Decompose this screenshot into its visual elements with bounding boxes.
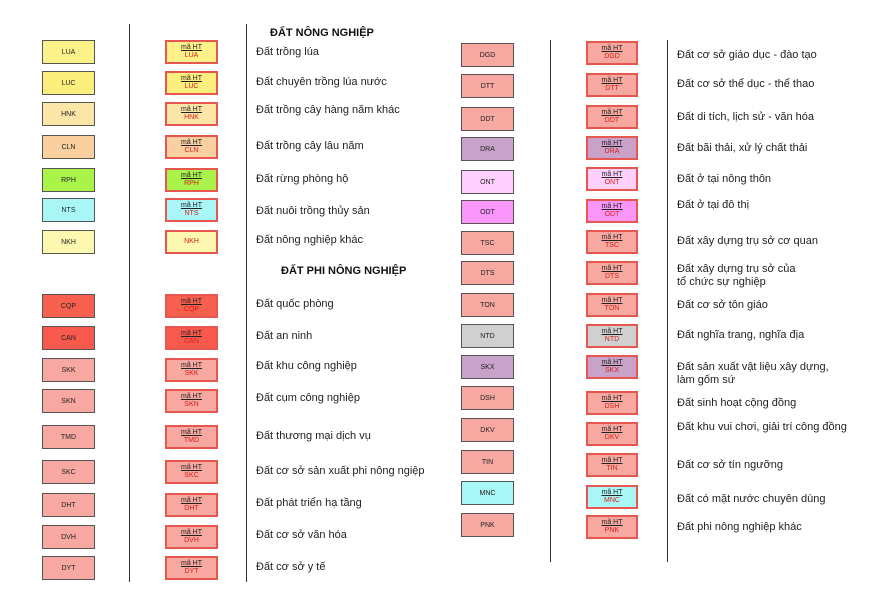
ht-code-swatch <box>586 355 638 379</box>
ht-code: LUC <box>184 83 199 90</box>
ht-code: DTT <box>605 85 619 92</box>
ht-code-swatch <box>165 493 218 517</box>
ht-code: CQP <box>183 306 200 313</box>
land-use-label: Đất ở tại nông thôn <box>677 173 772 185</box>
ht-code-swatch <box>586 422 638 446</box>
ht-code-swatch <box>586 230 638 254</box>
land-use-label: Đất khu công nghiệp <box>256 360 357 372</box>
ht-code: TIN <box>606 465 618 472</box>
ht-code-swatch <box>165 389 218 413</box>
ht-code-swatch <box>165 40 218 64</box>
land-use-label: Đất rừng phòng hộ <box>256 173 349 185</box>
ht-code: CLN <box>184 147 199 154</box>
ht-code: SKK <box>184 370 199 377</box>
land-use-label: Đất nghĩa trang, nghĩa địa <box>677 329 805 341</box>
ht-code: DGD <box>604 53 620 60</box>
land-code-swatch: PNK <box>461 513 514 537</box>
ht-code-swatch <box>165 71 218 95</box>
land-use-label-line2: tổ chức sự nghiệp <box>677 276 766 288</box>
land-code-swatch: CLN <box>42 135 95 159</box>
land-code-swatch: DTS <box>461 261 514 285</box>
ht-code-swatch <box>165 425 218 449</box>
land-code-swatch: DSH <box>461 386 514 410</box>
land-code-swatch: DRA <box>461 137 514 161</box>
ht-code: NKH <box>184 238 199 245</box>
ht-code: SKX <box>604 367 619 374</box>
divider-line <box>550 40 551 562</box>
ht-prefix: mã HT <box>181 429 202 436</box>
ht-code-swatch <box>165 135 218 159</box>
land-use-label: Đất chuyên trồng lúa nước <box>256 76 387 88</box>
land-code-swatch: NKH <box>42 230 95 254</box>
ht-prefix: mã HT <box>601 203 623 210</box>
ht-code: DRA <box>604 148 620 155</box>
ht-prefix: mã HT <box>601 45 623 52</box>
ht-code-swatch <box>165 525 218 549</box>
ht-code: NTS <box>184 210 199 217</box>
land-code-swatch: DYT <box>42 556 95 580</box>
ht-code-swatch <box>165 556 218 580</box>
ht-code-swatch <box>586 261 638 285</box>
ht-code-swatch <box>165 326 218 350</box>
land-use-label: Đất có mặt nước chuyên dùng <box>677 493 826 505</box>
ht-prefix: mã HT <box>601 489 623 496</box>
land-code-swatch: CAN <box>42 326 95 350</box>
land-use-label: Đất trồng cây lâu năm <box>256 140 364 152</box>
land-use-label: Đất nông nghiệp khác <box>256 234 364 246</box>
ht-prefix: mã HT <box>181 298 202 305</box>
land-use-label: Đất xây dựng trụ sở của <box>677 263 796 275</box>
ht-code: CAN <box>184 338 199 345</box>
land-use-label: Đất sản xuất vật liệu xây dựng, <box>677 361 829 373</box>
ht-code: LUA <box>184 52 199 59</box>
land-code-swatch: TSC <box>461 231 514 255</box>
ht-code: DKV <box>604 434 620 441</box>
land-use-label: Đất phi nông nghiệp khác <box>677 521 802 533</box>
ht-code: MNC <box>604 497 620 504</box>
land-use-label: Đất thương mại dịch vụ <box>256 430 371 442</box>
land-use-label: Đất cơ sở tôn giáo <box>677 299 768 311</box>
ht-prefix: mã HT <box>601 77 623 84</box>
ht-prefix: mã HT <box>601 234 623 241</box>
ht-code: SKN <box>184 401 199 408</box>
ht-code-swatch <box>586 293 638 317</box>
land-code-swatch: ODT <box>461 200 514 224</box>
land-code-swatch: SKC <box>42 460 95 484</box>
ht-code: NTD <box>604 336 620 343</box>
land-code-swatch: NTD <box>461 324 514 348</box>
ht-code: DDT <box>604 117 620 124</box>
land-code-swatch: CQP <box>42 294 95 318</box>
ht-prefix: mã HT <box>181 393 202 400</box>
ht-prefix: mã HT <box>601 328 623 335</box>
ht-code-swatch <box>586 136 638 160</box>
ht-prefix: mã HT <box>181 330 202 337</box>
land-use-label: Đất ở tại đô thị <box>677 199 750 211</box>
ht-code-swatch <box>586 391 638 415</box>
land-code-swatch: DTT <box>461 74 514 98</box>
land-use-label: Đất bãi thải, xử lý chất thải <box>677 142 808 154</box>
ht-code-swatch <box>165 230 218 254</box>
ht-code-swatch <box>586 453 638 477</box>
ht-prefix: mã HT <box>181 172 202 179</box>
ht-code-swatch <box>586 73 638 97</box>
ht-prefix: mã HT <box>601 395 623 402</box>
land-use-label: Đất cơ sở tín ngưỡng <box>677 459 784 471</box>
ht-code-swatch <box>165 168 218 192</box>
land-use-label: Đất trồng cây hàng năm khác <box>256 104 400 116</box>
land-use-label: Đất trồng lúa <box>256 46 319 58</box>
ht-code: HNK <box>184 114 199 121</box>
land-code-swatch: MNC <box>461 481 514 505</box>
land-use-label: Đất cơ sở thể dục - thể thao <box>677 78 815 90</box>
ht-prefix: mã HT <box>181 560 202 567</box>
land-use-label: Đất di tích, lịch sử - văn hóa <box>677 111 814 123</box>
land-code-swatch: SKK <box>42 358 95 382</box>
land-use-label: Đất phát triển hạ tầng <box>256 497 362 509</box>
ht-code: SKC <box>184 472 199 479</box>
divider-line <box>667 40 668 562</box>
land-use-label: Đất nuôi trồng thủy sản <box>256 205 370 217</box>
ht-prefix: mã HT <box>601 359 623 366</box>
header-non-agricultural-land: ĐẤT PHI NÔNG NGHIỆP <box>281 265 407 277</box>
ht-code-swatch <box>586 199 638 223</box>
land-use-label: Đất an ninh <box>256 330 313 342</box>
ht-prefix: mã HT <box>601 140 623 147</box>
land-use-label: Đất xây dựng trụ sở cơ quan <box>677 235 819 247</box>
land-code-swatch: TON <box>461 293 514 317</box>
ht-code: TON <box>604 305 620 312</box>
land-code-swatch: SKX <box>461 355 514 379</box>
ht-prefix: mã HT <box>601 109 623 116</box>
land-use-label: Đất cơ sở y tế <box>256 561 326 573</box>
ht-prefix: mã HT <box>181 139 202 146</box>
ht-code: DYT <box>184 568 199 575</box>
land-use-label: Đất cơ sở văn hóa <box>256 529 347 541</box>
ht-code-swatch <box>165 460 218 484</box>
ht-prefix: mã HT <box>601 519 623 526</box>
ht-code-swatch <box>165 294 218 318</box>
land-code-swatch: HNK <box>42 102 95 126</box>
land-code-swatch: DGD <box>461 43 514 67</box>
land-code-swatch: TIN <box>461 450 514 474</box>
ht-code: TMD <box>183 437 200 444</box>
ht-code: RPH <box>184 180 199 187</box>
ht-prefix: mã HT <box>181 75 202 82</box>
ht-prefix: mã HT <box>181 362 202 369</box>
land-code-swatch: RPH <box>42 168 95 192</box>
ht-prefix: mã HT <box>181 44 202 51</box>
header-agricultural-land: ĐẤT NÔNG NGHIỆP <box>270 27 374 39</box>
land-use-label: Đất quốc phòng <box>256 298 334 310</box>
land-use-label-line2: làm gốm sứ <box>677 374 736 386</box>
ht-prefix: mã HT <box>181 106 202 113</box>
ht-code-swatch <box>586 41 638 65</box>
land-code-swatch: DVH <box>42 525 95 549</box>
land-code-swatch: ONT <box>461 170 514 194</box>
land-code-swatch: SKN <box>42 389 95 413</box>
ht-code: ONT <box>604 179 620 186</box>
ht-prefix: mã HT <box>601 426 623 433</box>
ht-code: TSC <box>605 242 619 249</box>
ht-code-swatch <box>165 358 218 382</box>
ht-prefix: mã HT <box>601 457 623 464</box>
ht-code-swatch <box>586 515 638 539</box>
land-code-swatch: NTS <box>42 198 95 222</box>
ht-prefix: mã HT <box>181 202 202 209</box>
ht-prefix: mã HT <box>601 265 623 272</box>
ht-prefix: mã HT <box>601 297 623 304</box>
ht-code-swatch <box>165 198 218 222</box>
land-use-label: Đất sinh hoạt cộng đồng <box>677 397 797 409</box>
ht-prefix: mã HT <box>601 171 623 178</box>
land-code-swatch: LUA <box>42 40 95 64</box>
land-code-swatch: DDT <box>461 107 514 131</box>
land-code-swatch: DHT <box>42 493 95 517</box>
ht-code: DVH <box>184 537 199 544</box>
ht-code: PNK <box>604 527 620 534</box>
ht-code: DSH <box>604 403 620 410</box>
land-code-swatch: LUC <box>42 71 95 95</box>
divider-line <box>246 24 247 582</box>
ht-code: ODT <box>604 211 620 218</box>
land-code-swatch: TMD <box>42 425 95 449</box>
ht-prefix: mã HT <box>181 464 202 471</box>
divider-line <box>129 24 130 582</box>
land-use-label: Đất cụm công nghiệp <box>256 392 360 404</box>
land-use-label: Đất khu vui chơi, giải trí công đồng <box>677 421 847 433</box>
ht-code-swatch <box>586 485 638 509</box>
land-use-label: Đất cơ sở sản xuất phi nông ngiệp <box>256 465 425 477</box>
ht-code-swatch <box>165 102 218 126</box>
land-use-label: Đất cơ sở giáo dục - đào tạo <box>677 49 817 61</box>
ht-prefix: mã HT <box>181 529 202 536</box>
ht-prefix: mã HT <box>181 497 202 504</box>
ht-code-swatch <box>586 324 638 348</box>
land-code-swatch: DKV <box>461 418 514 442</box>
ht-code-swatch <box>586 167 638 191</box>
ht-code: DHT <box>184 505 199 512</box>
ht-code-swatch <box>586 105 638 129</box>
ht-code: DTS <box>605 273 619 280</box>
